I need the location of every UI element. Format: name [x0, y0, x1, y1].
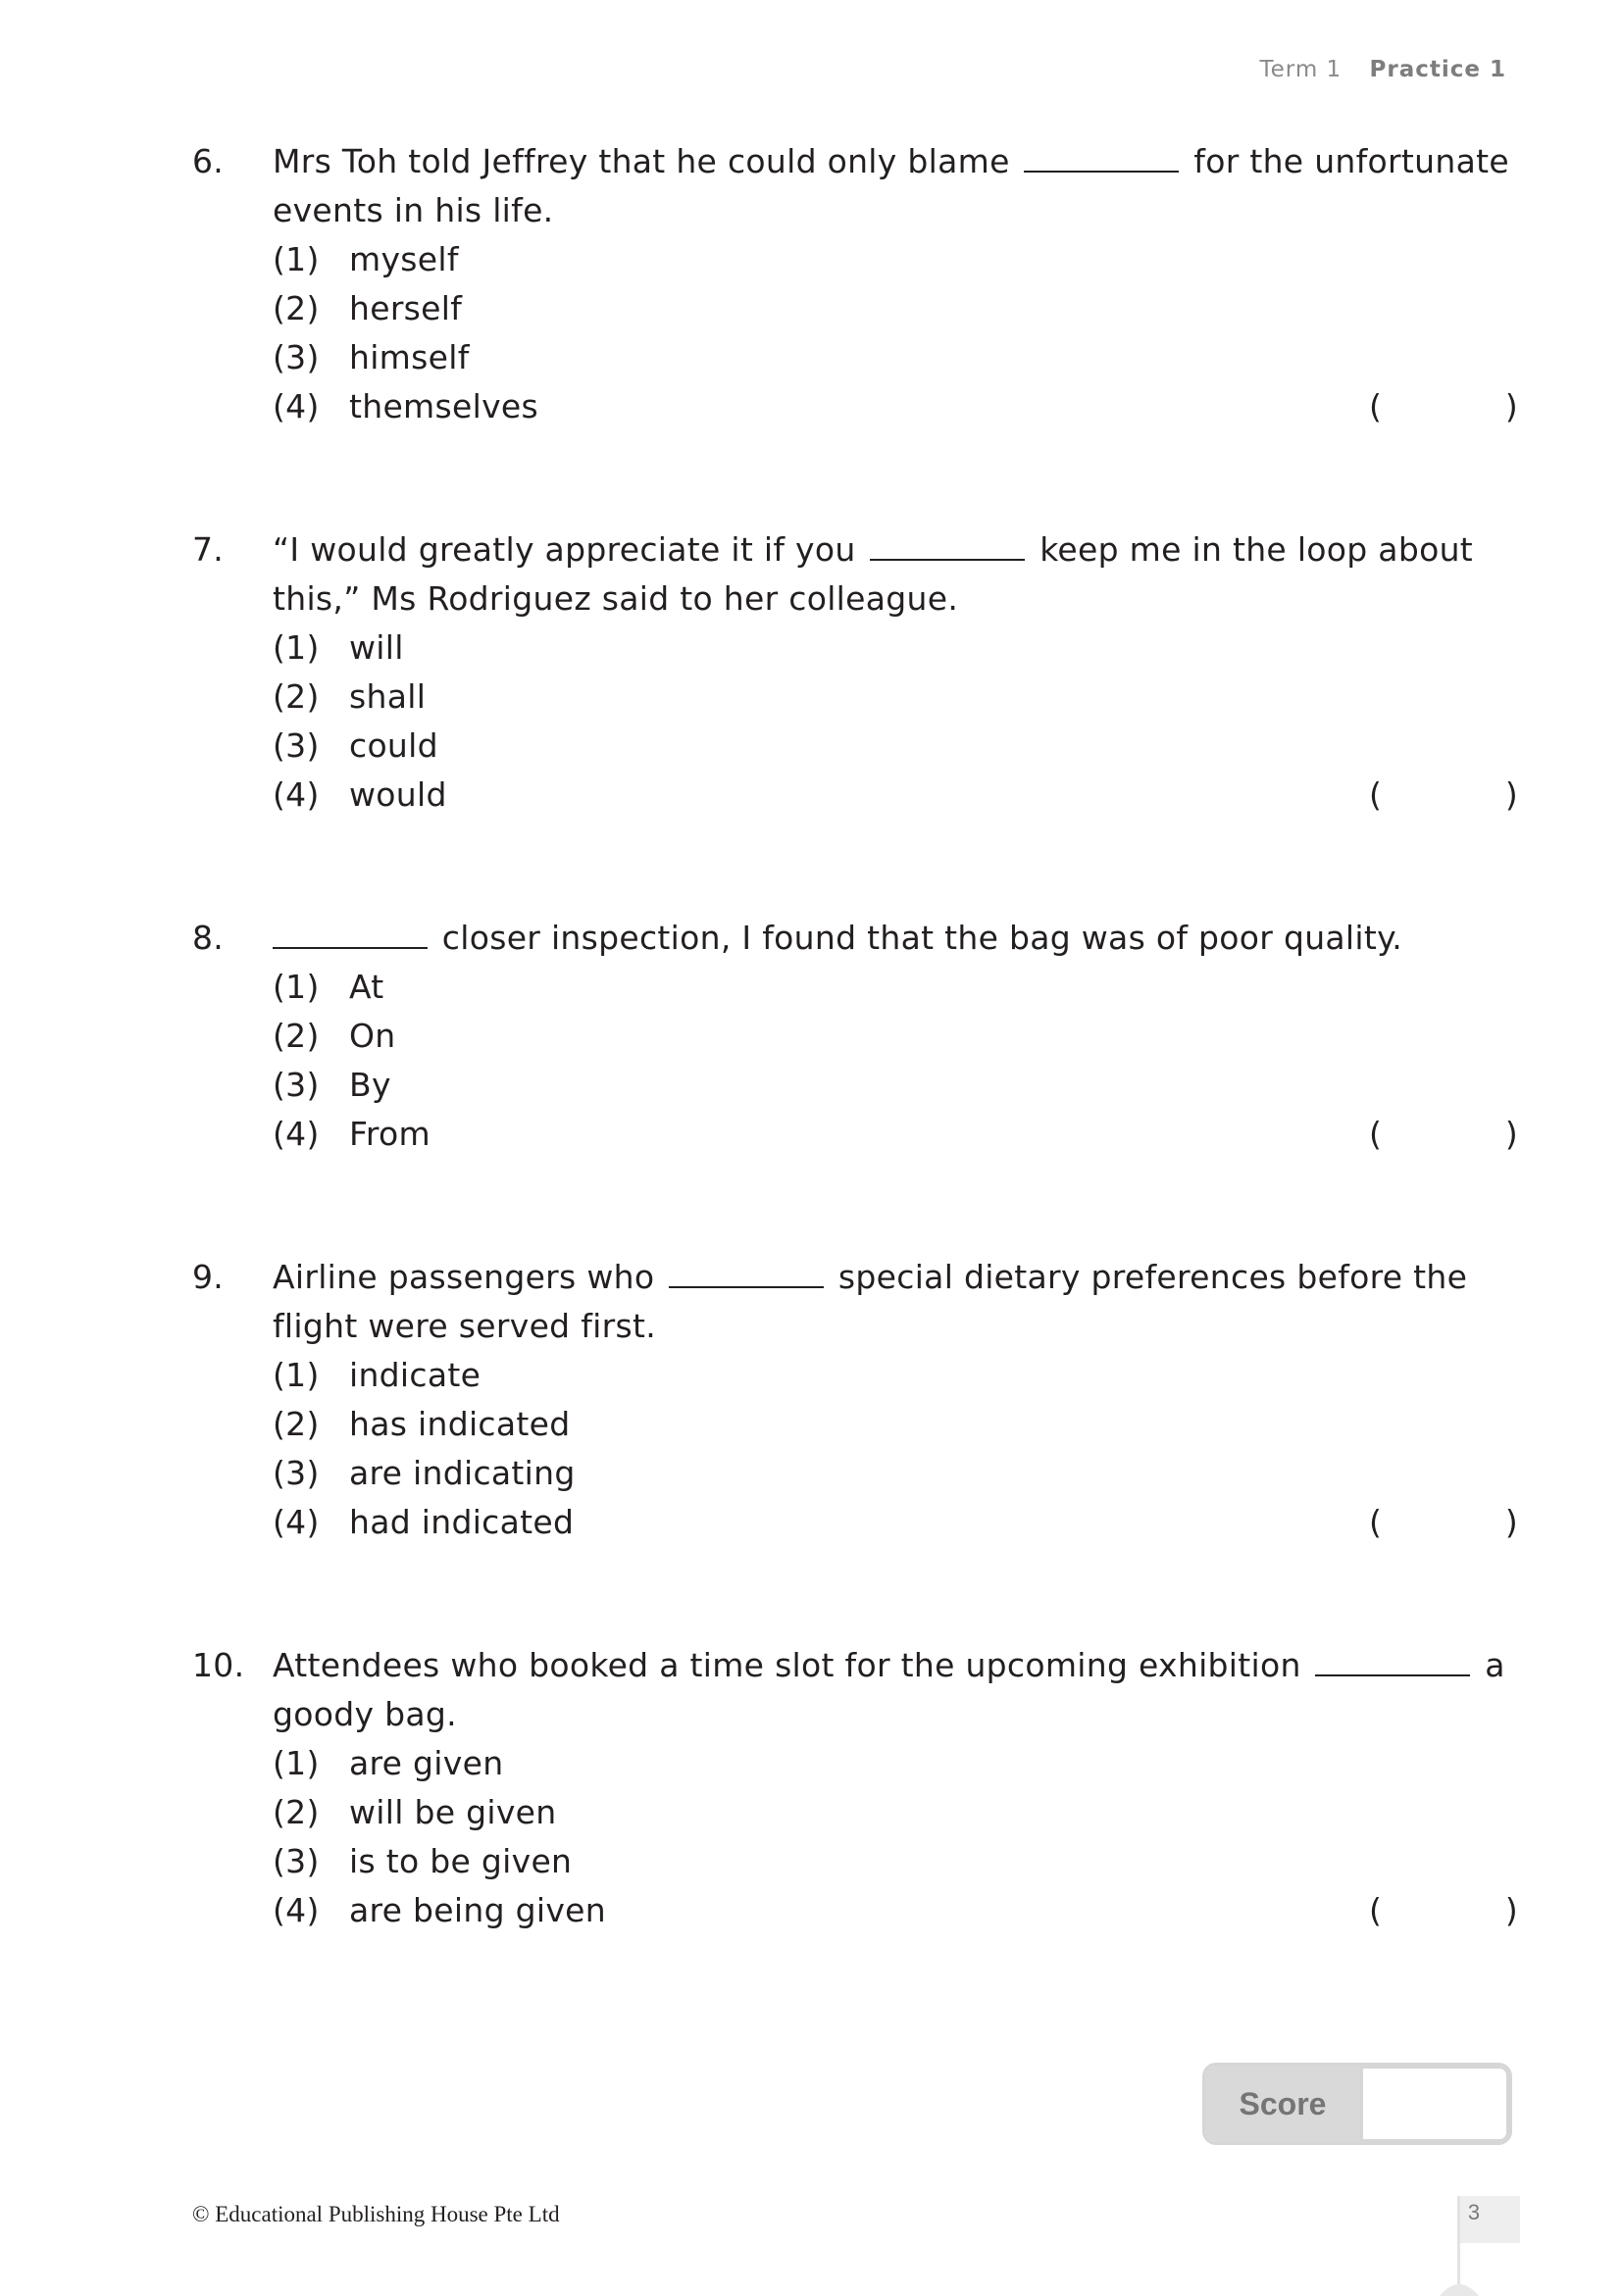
answer-bracket[interactable]: ( )	[1369, 387, 1518, 425]
option-item: (3) could	[273, 726, 438, 765]
question-text: “I would greatly appreciate it if you keep me in the loop about this,” Ms Rodriguez said to her colleague.	[273, 530, 1474, 618]
option-item: (1) indicate	[273, 1356, 482, 1394]
option-list	[273, 624, 1526, 820]
option-list	[273, 1739, 1526, 1935]
option-item: (2) has indicated	[273, 1405, 571, 1443]
option-item: (4) had indicated ( )	[273, 1498, 1526, 1547]
answer-bracket[interactable]: ( )	[1369, 1891, 1518, 1929]
option-item: (4) themselves ( )	[273, 382, 1526, 431]
practice-label: Practice 1	[1369, 57, 1506, 82]
answer-bracket[interactable]: ( )	[1369, 1503, 1518, 1541]
score-box	[1202, 2063, 1512, 2145]
question-8	[192, 914, 1526, 1159]
question-text: closer inspection, I found that the bag was of poor quality.	[273, 914, 1518, 963]
answer-bracket[interactable]: ( )	[1369, 1115, 1518, 1153]
question-10	[192, 1641, 1526, 1935]
option-item: (1) myself	[273, 240, 459, 278]
page-header	[1260, 57, 1507, 82]
option-item: (2) shall	[273, 677, 427, 716]
option-item: (4) would ( )	[273, 771, 1526, 820]
option-item: (1) will	[273, 628, 404, 667]
option-list	[273, 963, 1526, 1159]
question-number: 8.	[192, 919, 225, 957]
question-number: 7.	[192, 530, 225, 569]
answer-blank	[669, 1257, 824, 1288]
option-item: (1) are given	[273, 1744, 504, 1782]
page-number: 3	[1467, 2200, 1481, 2224]
option-item: (2) herself	[273, 289, 463, 327]
question-number: 9.	[192, 1258, 225, 1296]
question-text: Mrs Toh told Jeffrey that he could only blame for the unfortunate events in his life.	[273, 142, 1509, 229]
option-item: (2) will be given	[273, 1793, 557, 1831]
score-label: Score	[1205, 2066, 1360, 2142]
option-item: (3) himself	[273, 338, 470, 376]
option-list	[273, 235, 1526, 431]
option-item: (4) From ( )	[273, 1110, 1526, 1159]
copyright-footer: © Educational Publishing House Pte Ltd	[192, 2202, 560, 2226]
question-text: Attendees who booked a time slot for the upcoming exhibition a goody bag.	[273, 1646, 1505, 1733]
question-6	[192, 137, 1526, 431]
option-item: (3) By	[273, 1066, 391, 1104]
option-item: (2) On	[273, 1017, 396, 1055]
option-item: (1) At	[273, 968, 384, 1006]
question-9	[192, 1253, 1526, 1547]
question-text: Airline passengers who special dietary preferences before the flight were served first.	[273, 1258, 1468, 1345]
term-label: Term 1	[1259, 57, 1343, 82]
option-item: (4) are being given ( )	[273, 1886, 1526, 1935]
answer-blank	[273, 918, 428, 949]
question-number: 10.	[192, 1646, 245, 1684]
option-item: (3) are indicating	[273, 1454, 576, 1492]
option-item: (3) is to be given	[273, 1842, 573, 1880]
answer-blank	[1315, 1645, 1470, 1676]
answer-bracket[interactable]: ( )	[1369, 775, 1518, 814]
score-field[interactable]	[1360, 2066, 1509, 2142]
question-number: 6.	[192, 142, 225, 180]
option-list	[273, 1351, 1526, 1547]
question-7	[192, 525, 1526, 820]
answer-blank	[870, 529, 1025, 561]
answer-blank	[1024, 141, 1179, 173]
question-list	[192, 137, 1526, 2029]
